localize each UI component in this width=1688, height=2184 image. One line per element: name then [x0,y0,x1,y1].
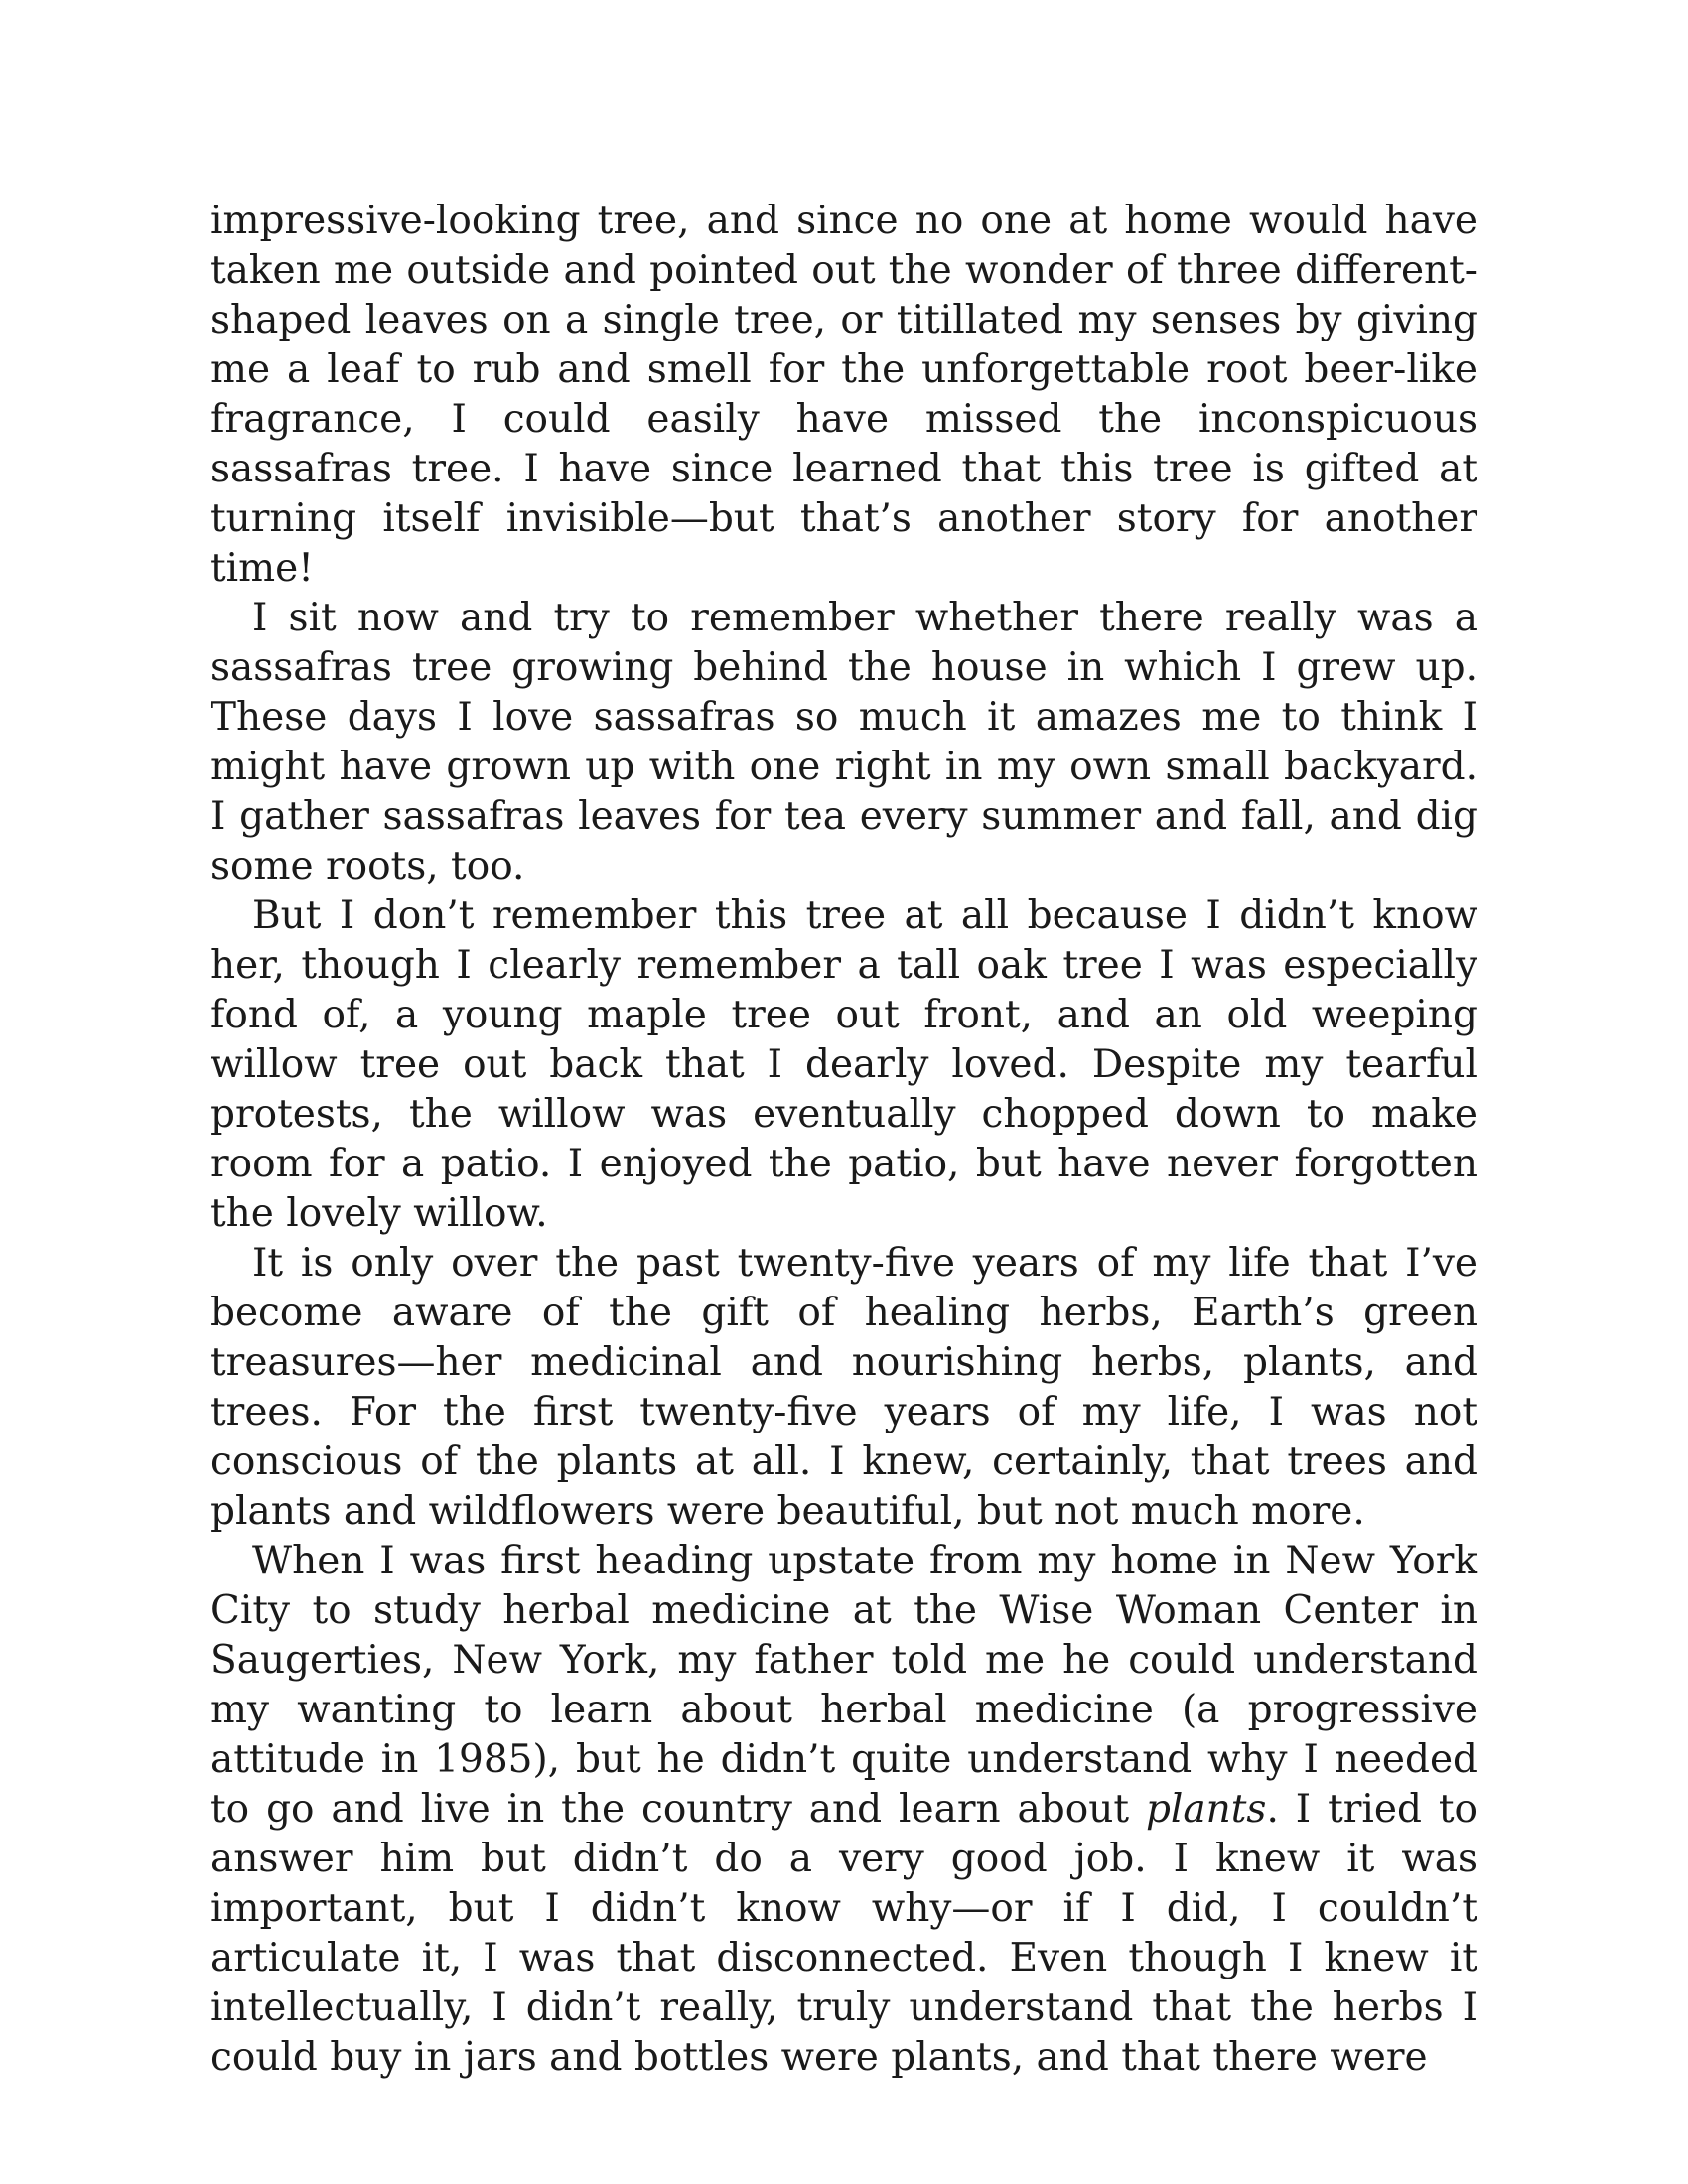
paragraph-1: impressive-looking tree, and since no one at home would have taken me outside and pointed out the wonder of three different-shaped leaves on a single tree, or titillated my senses by giving me a leaf to rub and smell for the unforgettable root beer-like fragrance, I could easily have missed the inconspicuous sassafras tree. I have since learned that this tree is gifted at turning itself invisible—but that’s another story for another time! [211,199,1477,591]
paragraph-2: I sit now and try to remember whether there really was a sassafras tree growing behind the house in which I grew up. These days I love sassafras so much it amazes me to think I might have grown up with one right in my own small backyard. I gather sassafras leaves for tea every summer and fall, and dig some roots, too. [211,596,1477,888]
paragraph-4: It is only over the past twenty-five years of my life that I’ve become aware of the gift of healing herbs, Earth’s green treasures—her medicinal and nourishing herbs, plants, and trees. For the first twenty-five years of my life, I was not conscious of the plants at all. I knew, certainly, that trees and plants and wildflowers were beautiful, but not much more. [211,1241,1477,1534]
paragraph-5 [211,1537,1477,2083]
paragraph-5-text-before: When I was first heading upstate from my home in New York City to study herbal medicine at the Wise Woman Center in Saugerties, New York, my father told me he could understand my wanting to learn about herbal medicine (a progressive attitude in 1985), but he didn’t quite understand why I needed to go and live in the country and learn about [211,1539,1477,1832]
paragraph-5-emphasis: plants [1145,1787,1267,1832]
paragraph-3: But I don’t remember this tree at all because I didn’t know her, though I clearly remember a tall oak tree I was especially fond of, a young maple tree out front, and an old weeping willow tree out back that I dearly loved. Despite my tearful protests, the willow was eventually chopped down to make room for a patio. I enjoyed the patio, but have never forgotten the lovely willow. [211,893,1477,1236]
paragraph-5-text-after: . I tried to answer him but didn’t do a very good job. I knew it was important, but I didn’t know why—or if I did, I couldn’t articulate it, I was that disconnected. Even though I knew it intellectually, I didn’t really, truly understand that the herbs I could buy in jars and bottles were plants, and that there were [211,1787,1478,2080]
book-page-body [211,197,1477,2083]
